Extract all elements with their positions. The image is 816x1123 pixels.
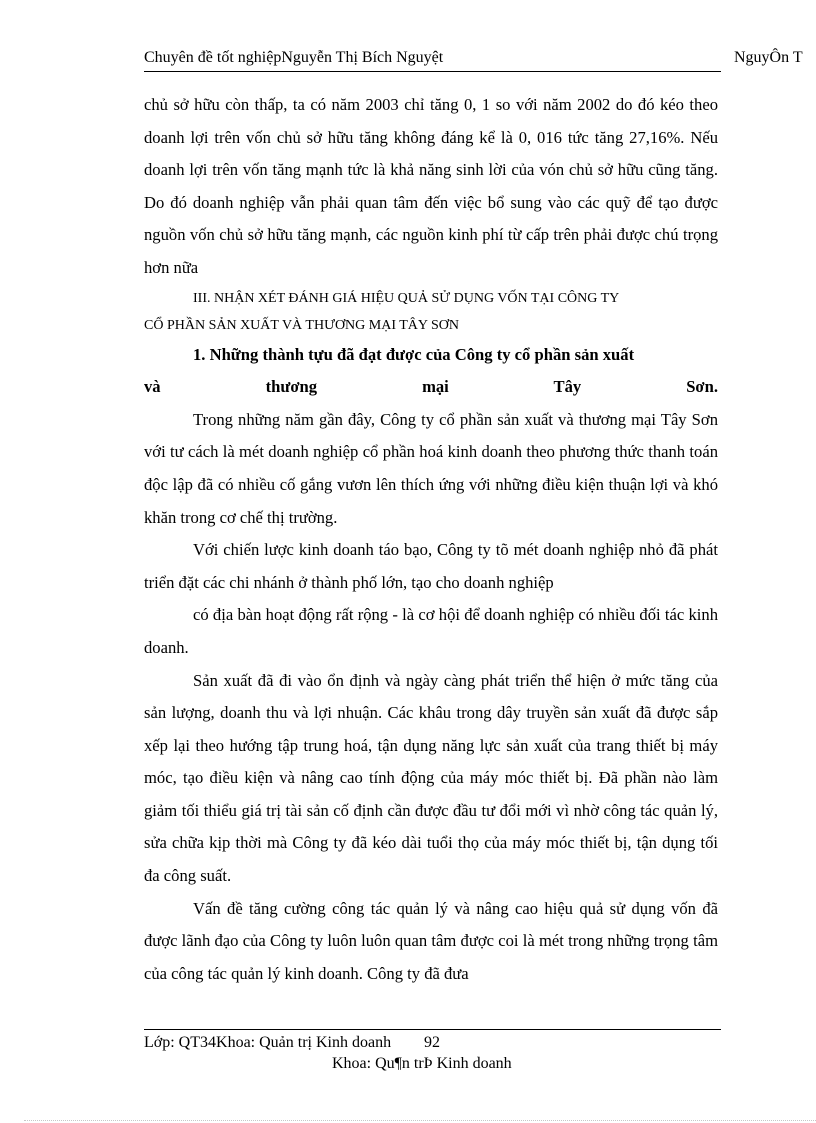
section-heading-line-2: CỔ PHẦN SẢN XUẤT VÀ THƯƠNG MẠI TÂY SƠN bbox=[144, 317, 459, 333]
header-author: NguyÔn T bbox=[734, 49, 803, 66]
subsection-heading-line-2: và thương mại Tây Sơn. bbox=[144, 377, 718, 397]
paragraph-3: Với chiến lược kinh doanh táo bạo, Công ty tõ mét doanh nghiệp nhỏ đã phát triển đặt các chi nhánh ở thành phố lớn, tạo cho doanh nghiệp bbox=[144, 540, 718, 592]
body-text bbox=[144, 89, 718, 990]
header-title: Chuyên đề tốt nghiệpNguyễn Thị Bích Nguyệt bbox=[144, 49, 444, 66]
paragraph-4: có địa bàn hoạt động rất rộng - là cơ hội để doanh nghiệp có nhiều đối tác kinh doanh. bbox=[144, 605, 718, 657]
paragraph-1: chủ sở hữu còn thấp, ta có năm 2003 chỉ tăng 0, 1 so với năm 2002 do đó kéo theo doanh lợi trên vốn chủ sở hữu tăng không đáng kể là 0, 016 tức tăng 27,16%. Nếu doanh lợi trên vốn tăng mạnh tức là khả năng sinh lời của vón chủ sở hữu cũng tăng. Do đó doanh nghiệp vẫn phải quan tâm đến việc bổ sung vào các quỹ để tạo được nguồn vốn chủ sở hữu tăng mạnh, các nguồn kinh phí từ cấp trên phải được chú trọng hơn nữa bbox=[144, 95, 718, 277]
page-number: 92 bbox=[424, 1034, 440, 1051]
footer-faculty: Khoa: Qu¶n trÞ Kinh doanh bbox=[332, 1055, 512, 1072]
footer-class-info: Lớp: QT34Khoa: Quản trị Kinh doanh bbox=[144, 1034, 392, 1051]
section-heading-line-1: III. NHẬN XÉT ĐÁNH GIÁ HIỆU QUẢ SỬ DỤNG VỐN TẠI CÔNG TY bbox=[193, 290, 620, 306]
paragraph-5: Sản xuất đã đi vào ổn định và ngày càng phát triển thể hiện ở mức tăng của sản lượng, doanh thu và lợi nhuận. Các khâu trong dây truyền sản xuất đã được sắp xếp lại theo hướng tập trung hoá, tận dụng năng lực sản xuất của trang thiết bị máy móc, tạo điều kiện và nâng cao tính động của máy móc thiết bị. Đã phần nào làm giảm tối thiểu giá trị tài sản cố định cần được đầu tư đổi mới vì nhờ công tác quản lý, sửa chữa kịp thời mà Công ty đã kéo dài tuổi thọ của máy móc thiết bị, tận dụng tối đa công suất. bbox=[144, 670, 718, 886]
paragraph-6: Vấn đề tăng cường công tác quản lý và nâng cao hiệu quả sử dụng vốn đã được lãnh đạo của Công ty luôn luôn quan tâm được coi là mét trong những trọng tâm của công tác quản lý kinh doanh. Công ty đã đưa bbox=[144, 898, 718, 983]
subsection-heading-line-1: 1. Những thành tựu đã đạt được của Công ty cổ phần sản xuất bbox=[193, 344, 635, 364]
header-rule bbox=[144, 71, 721, 72]
paragraph-2: Trong những năm gần đây, Công ty cổ phần sản xuất và thương mại Tây Sơn với tư cách là mét doanh nghiệp cổ phần hoá kinh doanh theo phương thức thanh toán độc lập đã có nhiều cố gắng vươn lên thích ứng với những điều kiện thuận lợi và khó khăn trong cơ chế thị trường. bbox=[144, 409, 718, 527]
page-edge-divider bbox=[24, 1120, 816, 1121]
footer-rule bbox=[144, 1029, 721, 1030]
